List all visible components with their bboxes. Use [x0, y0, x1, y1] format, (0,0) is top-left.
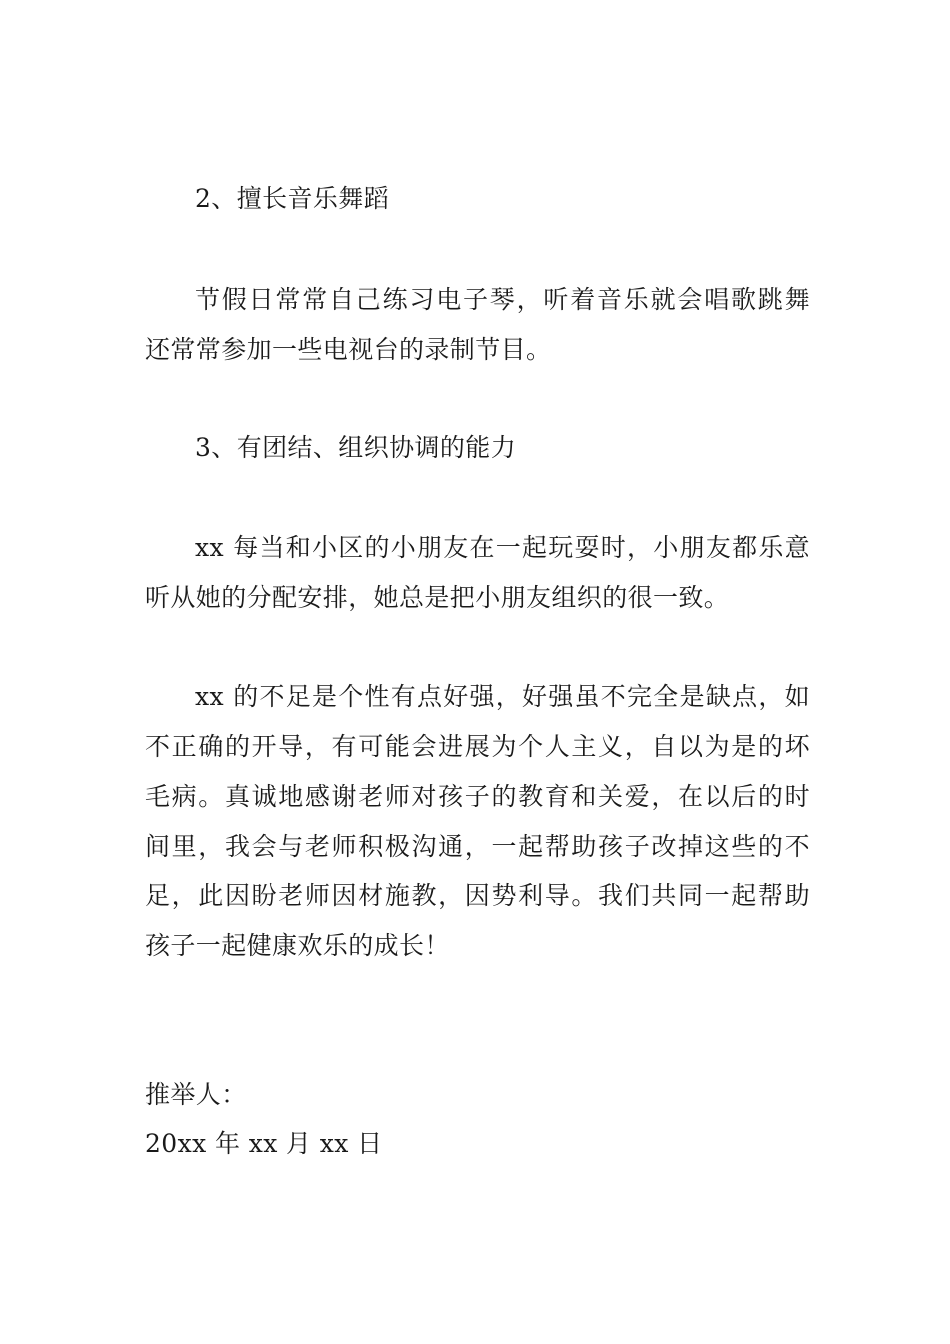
- recommender-label: 推举人：: [145, 1080, 247, 1109]
- closing-paragraph-line-1: xx 的不足是个性有点好强，好强虽不完全是缺点，如: [195, 682, 810, 711]
- section-3-heading: 3、有团结、组织协调的能力: [195, 433, 517, 462]
- closing-paragraph-line-5: 足，此因盼老师因材施教，因势利导。我们共同一起帮助: [145, 881, 810, 910]
- section-2-heading: 2、擅长音乐舞蹈: [195, 184, 390, 213]
- section-3-paragraph-line-1: xx 每当和小区的小朋友在一起玩耍时，小朋友都乐意: [195, 533, 810, 562]
- section-3-paragraph-line-2: 听从她的分配安排，她总是把小朋友组织的很一致。: [145, 583, 730, 612]
- signature-date: 20xx 年 xx 月 xx 日: [145, 1129, 383, 1158]
- closing-paragraph-line-2: 不正确的开导，有可能会进展为个人主义，自以为是的坏: [145, 732, 810, 761]
- closing-paragraph-line-6: 孩子一起健康欢乐的成长！: [145, 931, 450, 960]
- closing-paragraph-line-3: 毛病。真诚地感谢老师对孩子的教育和关爱，在以后的时: [145, 782, 810, 811]
- section-2-paragraph-line-2: 还常常参加一些电视台的录制节目。: [145, 335, 552, 364]
- section-2-paragraph-line-1: 节假日常常自己练习电子琴，听着音乐就会唱歌跳舞: [195, 285, 810, 314]
- closing-paragraph-line-4: 间里，我会与老师积极沟通，一起帮助孩子改掉这些的不: [145, 832, 810, 861]
